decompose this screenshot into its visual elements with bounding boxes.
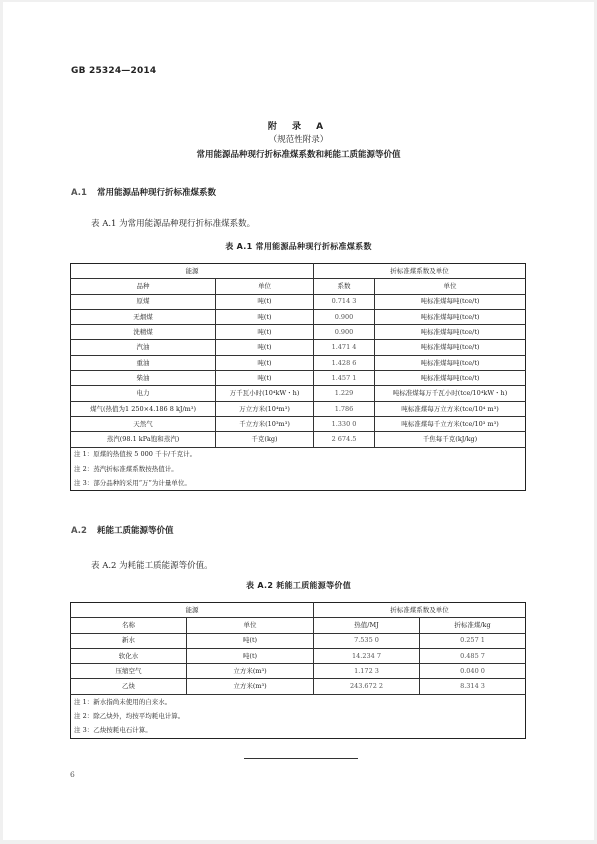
table-a2-column-header: 热值/MJ (314, 618, 420, 633)
table-note: 注 2：蒸汽折标准煤系数按热值计。 (71, 462, 526, 476)
coefficient-unit-cell: 吨标准煤每吨(tce/t) (375, 371, 526, 386)
standard-coal-cell: 0.040 0 (420, 664, 526, 679)
table-a1-caption: 表 A.1 常用能源品种现行折标准煤系数 (225, 242, 372, 251)
medium-name-cell: 新水 (71, 633, 187, 648)
medium-name-cell: 软化水 (71, 648, 187, 663)
table-row (71, 325, 526, 340)
table-a1-header-row (71, 279, 526, 294)
standard-coal-cell: 0.485 7 (420, 648, 526, 663)
table-a1-note-row (71, 462, 526, 476)
table-a2-column-header: 单位 (187, 618, 314, 633)
table-row (71, 309, 526, 324)
heat-value-cell: 14.234 7 (314, 648, 420, 663)
table-row (71, 648, 526, 663)
energy-name-cell: 重油 (71, 355, 216, 370)
table-a2-group-header: 能源 (71, 603, 314, 618)
footer-divider (244, 758, 358, 759)
table-a1-group-header-row (71, 264, 526, 279)
appendix-subtitle: （规范性附录） (268, 135, 329, 145)
table-a2-column-header: 折标准煤/kg (420, 618, 526, 633)
table-a2-caption: 表 A.2 耗能工质能源等价值 (245, 581, 351, 590)
table-a1-group-header: 折标准煤系数及单位 (314, 264, 526, 279)
table-a2-note-row (71, 723, 526, 738)
coefficient-unit-cell: 吨标准煤每万千瓦小时(tce/10⁴kW・h) (375, 386, 526, 401)
energy-name-cell: 电力 (71, 386, 216, 401)
unit-cell: 立方米(m³) (187, 664, 314, 679)
unit-cell: 吨(t) (216, 309, 314, 324)
unit-cell: 万立方米(10⁴m³) (216, 401, 314, 416)
coefficient-cell: 0.714 3 (314, 294, 375, 309)
unit-cell: 吨(t) (187, 648, 314, 663)
medium-name-cell: 压缩空气 (71, 664, 187, 679)
unit-cell: 万千瓦小时(10⁴kW・h) (216, 386, 314, 401)
energy-name-cell: 蒸汽(98.1 kPa饱和蒸汽) (71, 432, 216, 447)
section-a2-heading (71, 524, 174, 536)
coefficient-unit-cell: 吨标准煤每万立方米(tce/10⁴ m³) (375, 401, 526, 416)
table-row (71, 679, 526, 694)
page-number: 6 (70, 770, 75, 779)
table-row (71, 371, 526, 386)
table-row (71, 355, 526, 370)
coefficient-cell: 1.786 (314, 401, 375, 416)
table-note: 注 2：除乙炔外，均按平均耗电计算。 (71, 709, 526, 723)
table-row (71, 432, 526, 447)
section-a2-intro: 表 A.2 为耗能工质能源等价值。 (91, 561, 213, 571)
document-page (3, 2, 594, 840)
energy-name-cell: 煤气(热值为1 250×4.186 8 kJ/m³) (71, 401, 216, 416)
appendix-heading: 常用能源品种现行折标准煤系数和耗能工质能源等价值 (196, 150, 401, 160)
energy-name-cell: 无烟煤 (71, 309, 216, 324)
table-note: 注 1：新水指尚未使用的自来水。 (71, 694, 526, 709)
section-a2-title: 耗能工质能源等价值 (97, 526, 174, 536)
unit-cell: 立方米(m³) (187, 679, 314, 694)
table-a1-column-header: 单位 (216, 279, 314, 294)
table-a2-group-header: 折标准煤系数及单位 (314, 603, 526, 618)
table-a1-column-header: 系数 (314, 279, 375, 294)
table-a2-group-header-row (71, 603, 526, 618)
coefficient-cell: 0.900 (314, 309, 375, 324)
table-a1 (70, 263, 526, 491)
coefficient-unit-cell: 吨标准煤每千立方米(tce/10³ m³) (375, 416, 526, 431)
coefficient-unit-cell: 吨标准煤每吨(tce/t) (375, 325, 526, 340)
unit-cell: 千立方米(10³m³) (216, 416, 314, 431)
table-a1-note-row (71, 476, 526, 491)
standard-coal-cell: 8.314 3 (420, 679, 526, 694)
table-a2 (70, 602, 526, 739)
table-row (71, 294, 526, 309)
table-row (71, 416, 526, 431)
section-a1-title: 常用能源品种现行折标准煤系数 (97, 188, 217, 198)
coefficient-cell: 1.428 6 (314, 355, 375, 370)
table-a2-column-header: 名称 (71, 618, 187, 633)
heat-value-cell: 7.535 0 (314, 633, 420, 648)
unit-cell: 吨(t) (216, 294, 314, 309)
heat-value-cell: 243.672 2 (314, 679, 420, 694)
energy-name-cell: 柴油 (71, 371, 216, 386)
appendix-title: 附 录 A (267, 122, 330, 132)
standard-number: GB 25324—2014 (71, 66, 157, 76)
coefficient-unit-cell: 吨标准煤每吨(tce/t) (375, 309, 526, 324)
table-row (71, 386, 526, 401)
unit-cell: 千克(kg) (216, 432, 314, 447)
table-a1-group-header: 能源 (71, 264, 314, 279)
energy-name-cell: 汽油 (71, 340, 216, 355)
table-row (71, 664, 526, 679)
table-row (71, 340, 526, 355)
table-a1-column-header: 品种 (71, 279, 216, 294)
coefficient-unit-cell: 千焦每千克(kJ/kg) (375, 432, 526, 447)
coefficient-cell: 1.229 (314, 386, 375, 401)
coefficient-cell: 1.457 1 (314, 371, 375, 386)
coefficient-cell: 1.330 0 (314, 416, 375, 431)
section-a1-heading (71, 186, 216, 198)
table-a1-column-header: 单位 (375, 279, 526, 294)
energy-name-cell: 原煤 (71, 294, 216, 309)
unit-cell: 吨(t) (187, 633, 314, 648)
table-a2-note-row (71, 709, 526, 723)
unit-cell: 吨(t) (216, 325, 314, 340)
table-row (71, 633, 526, 648)
heat-value-cell: 1.172 3 (314, 664, 420, 679)
standard-coal-cell: 0.257 1 (420, 633, 526, 648)
energy-name-cell: 天然气 (71, 416, 216, 431)
table-a2-note-row (71, 694, 526, 709)
coefficient-cell: 2 674.5 (314, 432, 375, 447)
coefficient-unit-cell: 吨标准煤每吨(tce/t) (375, 294, 526, 309)
coefficient-cell: 0.900 (314, 325, 375, 340)
table-a2-header-row (71, 618, 526, 633)
coefficient-unit-cell: 吨标准煤每吨(tce/t) (375, 340, 526, 355)
coefficient-unit-cell: 吨标准煤每吨(tce/t) (375, 355, 526, 370)
energy-name-cell: 洗精煤 (71, 325, 216, 340)
table-row (71, 401, 526, 416)
table-note: 注 3：部分品种的采用“万”为计量单位。 (71, 476, 526, 491)
section-a2-number: A.2 (71, 526, 87, 536)
unit-cell: 吨(t) (216, 355, 314, 370)
coefficient-cell: 1.471 4 (314, 340, 375, 355)
table-note: 注 1：原煤的热值按 5 000 千卡/千克计。 (71, 447, 526, 462)
unit-cell: 吨(t) (216, 340, 314, 355)
table-note: 注 3：乙炔按耗电石计算。 (71, 723, 526, 738)
medium-name-cell: 乙炔 (71, 679, 187, 694)
section-a1-intro: 表 A.1 为常用能源品种现行折标准煤系数。 (91, 219, 256, 229)
section-a1-number: A.1 (71, 188, 87, 198)
unit-cell: 吨(t) (216, 371, 314, 386)
table-a1-note-row (71, 447, 526, 462)
